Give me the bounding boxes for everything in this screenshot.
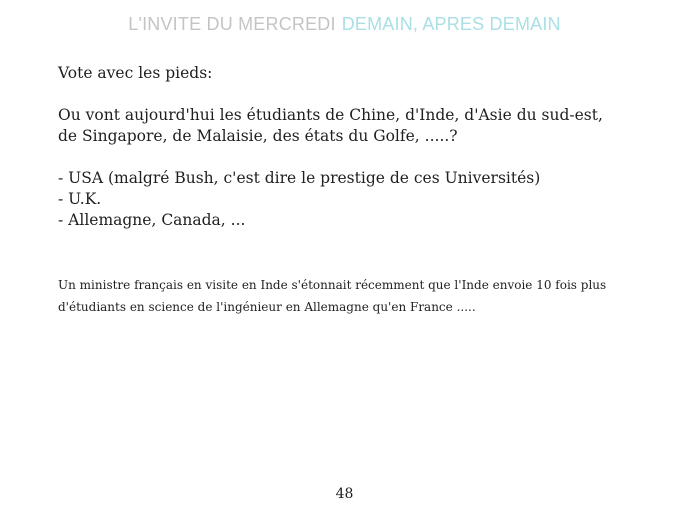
header-left-title: L'INVITE DU MERCREDI [128, 14, 336, 34]
question-line-2: de Singapore, de Malaisie, des états du Golfe, .....? [58, 127, 458, 145]
slide-header [0, 14, 689, 35]
note-paragraph [58, 274, 606, 318]
note-line-2: d'étudiants en science de l'ingénieur en Allemagne qu'en France ..... [58, 300, 476, 314]
list-item-3: - Allemagne, Canada, ... [58, 211, 246, 229]
list-item-1: - USA (malgré Bush, c'est dire le prestige de ces Universités) [58, 169, 541, 187]
destination-list [58, 168, 540, 231]
heading-line: Vote avec les pieds: [58, 64, 213, 82]
header-right-title: DEMAIN, APRES DEMAIN [341, 14, 561, 34]
list-item-2: - U.K. [58, 190, 102, 208]
heading-text [58, 63, 212, 84]
page-number: 48 [335, 486, 354, 502]
question-line-1: Ou vont aujourd'hui les étudiants de Chine, d'Inde, d'Asie du sud-est, [58, 106, 603, 124]
question-paragraph [58, 105, 603, 147]
note-line-1: Un ministre français en visite en Inde s'étonnait récemment que l'Inde envoie 10 fois plus [58, 278, 607, 292]
